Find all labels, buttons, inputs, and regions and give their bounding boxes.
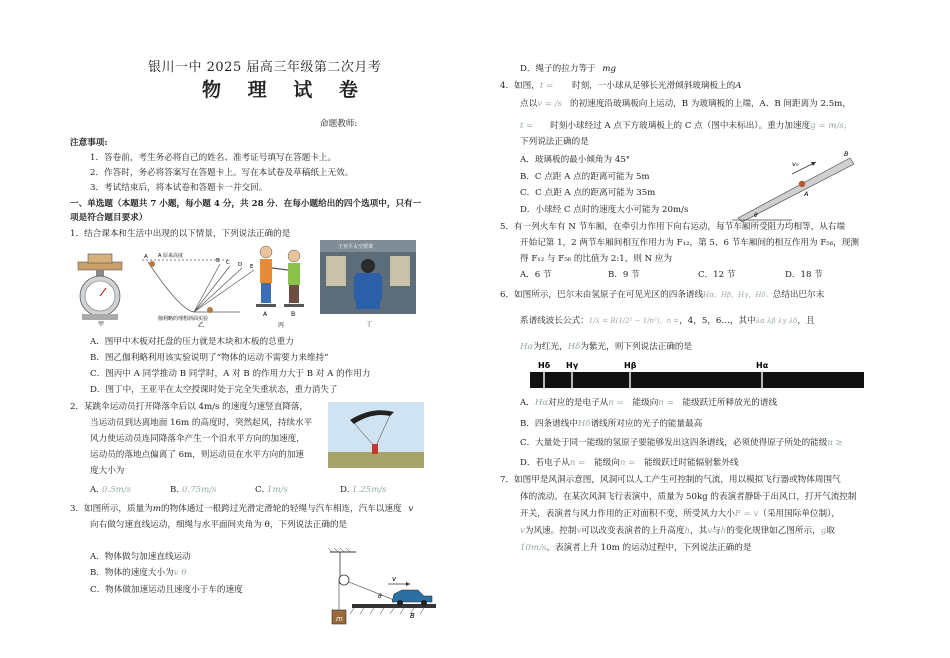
school-title: 银川一中 2025 届高三年级第二次月考 [148,60,382,75]
q3-option-b-formula: v θ [173,568,187,578]
q6-line2b: ，4，5，6…，其中 [679,316,756,326]
q7-line-3 [520,508,840,521]
q2-line-5: 度大小为 [90,466,125,476]
q7-line5f: 10m/s [520,543,547,553]
q5-option-c: C．12 节 [698,270,736,280]
notice-item-2: 2．作答时，务必将答案写在答题卡上。写在本试卷及草稿纸上无效。 [90,168,354,178]
q7-line-2: 体的流动。在某次风洞飞行表演中，质量为 50kg 的表演者静卧于出风口，打开气流控制 [520,492,857,502]
q6-optD: D．若电子从 [520,458,570,468]
q6-optD-f2: n = [619,458,636,468]
section1-heading: 一、单选题（本题共 7 小题，每小题 4 分，共 28 分．在每小题给出的四个选项中，只有一 [70,199,422,209]
q4-option-d: D．小球经 C 点时的速度大小可能为 20m/s [520,205,689,215]
q4-line2a: 点以 [520,99,538,109]
q3-fig-b: B [410,612,415,620]
label-a: A [144,254,148,260]
q6-optA-t2: 能级向 [632,398,659,408]
label-p1: A [263,311,268,318]
q7-line4f3: h [684,526,690,536]
galileo-caption: 伽利略的理想斜面实验 [158,316,209,322]
q4-fig-v: v₀ [792,160,799,168]
q7-line-4 [520,525,835,538]
q6-line1f: Hα，Hβ，Hγ，Hδ。 [703,291,773,299]
q6-line-1 [500,289,824,302]
q4-figure [732,150,862,222]
q7-line4g: 取 [826,526,835,536]
q6-line-2 [520,315,815,328]
q7-line4a: 为风速。控制 [524,526,577,536]
q6-line2f2: λα λβ λγ λδ [755,317,798,325]
notice-item-3: 3．考试结束后，将本试卷和答题卡一并交回。 [90,183,268,193]
q6-option-b [520,418,702,431]
label-b: B [216,258,220,264]
ball-a [149,261,155,267]
q1-figures [70,240,470,328]
q4-fig-b: B [844,150,849,158]
label-h-gamma: Hγ [566,361,579,370]
q2-line-1: 2．某跳伞运动员打开降落伞后以 4m/s 的速度匀速竖直降落， [70,402,309,412]
q6-optA-f3: n = [658,398,674,408]
fig-label-jia: 甲 [98,321,105,328]
q6-line2a: 系谱线波长公式： [520,316,589,326]
q4-line-1 [500,80,741,93]
q2-option-d-value: 1.25m/s [352,485,387,495]
q7-line4f4: v [707,526,713,536]
q3-fig-m: m [336,615,343,623]
q1-option-b: B．图乙伽利略利用该实验说明了“物体的运动不需要力来维持” [90,353,329,363]
q5-option-a: A．6 节 [520,270,552,280]
q6-line3f: Hα [520,342,534,352]
q7-line5b: 。表演者上升 10m 的运动过程中，下列说法正确的是 [546,543,752,553]
q7-line4f6: g [820,526,827,536]
q5-option-d: D．18 节 [785,270,823,280]
q2-option-b-value: 0.75m/s [182,485,217,495]
label-e: E [250,264,254,270]
label-h-beta: Hβ [624,361,637,370]
q6-line3c: 为紫光，则下列说法正确的是 [580,342,693,352]
q4-line3g: g = m/s， [810,121,853,131]
scale-figure [78,254,122,320]
q3-fig-v: v [392,575,397,583]
q6-optA-f2: n = [608,398,624,408]
q2-option-c-label: C． [255,485,271,495]
q6-optA-f1: Hα [534,398,549,408]
q7-line3b: （采用国际单位制）， [758,509,840,519]
q6-optA: A． [520,398,535,408]
q3-v: v [408,504,414,514]
q3-figure [328,544,438,636]
spectrum-figure [530,356,864,390]
q4-line2f: v = /s [537,99,563,109]
q6-line2f: 1/λ = R(1/2² − 1/n²)，n = [588,317,680,325]
ball-b [207,307,213,313]
q5-line-3: 得 F₁₂ 与 F₅₆ 的比值为 2:1，则 N 应为 [520,254,673,264]
q2-option-a-value: 0.5m/s [102,485,132,495]
q2-option-c-value: 1m/s [267,485,288,495]
label-d: D [238,262,243,268]
q4-a: A [735,81,742,91]
space-photo [320,240,416,314]
q7-line3a: 开关，表演者与风力作用的正对面积不变，所受风力大小 [520,509,735,519]
q6-optD-f1: n = [569,458,586,468]
q2-option-a-label: A． [90,485,105,495]
q3-option-d-text: D．绳子的拉力等于 [520,64,596,74]
q7-line4e: 的变化规律如乙图所示， [726,526,821,536]
label-start: A 原来高度 [158,253,184,259]
q4-option-c: C．C 点距 A 点的距离可能为 35m [520,188,656,198]
label-p2: B [291,311,296,318]
q6-optC-f: n ≥ [827,438,843,448]
q5-line-1: 5．有一列火车有 N 节车厢，在牵引力作用下向右运动，每节车厢所受阻力均相等，从右端 [500,222,846,232]
q3-option-c: C．物体做加速运动且速度小于车的速度 [90,585,243,595]
q4-line-2 [520,98,851,111]
q7-line4c: ，其 [689,526,708,536]
q4-line-4: 下列说法正确的是 [520,137,589,147]
q2-line-4: 运动员的落地点偏离了 6m，则运动员在水平方向的加速 [90,450,305,460]
q4-option-b: B．C 点距 A 点的距离可能为 5m [520,172,650,182]
q7-line-1: 7．如图甲是风洞示意图，风洞可以人工产生可控制的气流，用以模拟飞行器或物体周围气 [500,475,841,485]
q5-line-2: 开始记第 1，2 两节车厢间相互作用力为 F₁₂，第 5、6 节车厢间的相互作用为 F₅₆，现测 [520,238,859,248]
q4-line1b: 时刻，一小球从足够长光滑倾斜玻璃板上的 [571,81,736,91]
q7-line3f: F = v [734,509,759,519]
q3-option-d [520,63,616,76]
q6-optA-t1: 对应的是电子从 [548,398,609,408]
q5-option-b: B．9 节 [608,270,640,280]
q6-optC: C．大量处于同一能级的氢原子要能够发出这四条谱线，必须使得原子所处的能级 [520,438,828,448]
q7-line4d: 与 [712,526,721,536]
q1-stem: 1．结合课本和生活中出现的以下情景，下列说法正确的是 [70,229,291,239]
q4-line3b: 时刻小球经过 A 点下方玻璃板上的 C 点（图中未标出）。重力加速度 [550,121,811,131]
space-caption: 王亚平太空授课 [338,244,374,250]
q4-line-3 [520,120,852,133]
skaters-figure [256,246,304,307]
section1-heading-2: 项是符合题目要求） [70,213,148,223]
q6-line3b: 为红光， [533,342,568,352]
q6-optD-t2: 能级跃迁时能辐射紫外线 [644,458,739,468]
q2-line-2: 当运动员到达离地面 16m 的高度时，突然起风，持续水平 [90,418,313,428]
q3-line-1 [70,503,413,516]
q6-optA-t3: 能级跃迁所释放光的谱线 [682,398,778,408]
q3-line1b: 的物体通过一根跨过光滑定滑轮的轻绳与汽车相连，汽车以速度 [160,504,402,514]
q7-line4f5: h [720,526,727,536]
q4-line1f: t = [539,81,554,91]
fig-label-ding: 丁 [366,321,373,328]
q4-fig-theta: θ [754,212,758,219]
label-h-delta: Hδ [538,361,551,370]
q4-fig-a: A [804,190,809,198]
q1-option-d: D．图丁中，王亚平在太空授课时处于完全失重状态，重力消失了 [90,385,338,395]
q7-line4f: v [520,526,525,536]
q3-m: m [152,504,161,514]
label-h-alpha: Hα [756,361,769,370]
label-c: C [226,260,230,266]
q2-photo [328,402,424,468]
q3-line-2: 向右做匀速直线运动，细绳与水平面间夹角为 θ，下列说法正确的是 [90,520,348,530]
author-label: 命题教师: [320,119,358,129]
spectrum-bar [530,372,864,388]
q1-option-a: A．图甲中木板对托盘的压力就是木块和木板的总重力 [90,337,294,347]
q6-line3f2: Hδ [567,342,581,352]
q6-option-d [520,457,739,470]
q4-line3f: t = [520,121,534,131]
q4-line1a: 4．如图， [500,81,540,91]
q6-line1a: 6．如图所示，巴尔末由氢原子在可见光区的四条谱线 [500,290,704,300]
q6-line-3 [520,341,692,354]
notice-heading: 注意事项: [70,138,108,148]
ball-icon [799,181,805,187]
q6-optB: B．四条谱线中 [520,419,578,429]
q3-fig-theta: θ [378,593,382,600]
q3-option-a: A．物体做匀加速直线运动 [90,552,191,562]
q6-line1b: 总结出巴尔末 [772,290,825,300]
q2-option-d-label: D． [340,485,356,495]
q7-line4b: 可以改变表演者的上升高度 [581,526,685,536]
q6-option-c [520,437,843,450]
subject-title: 物 理 试 卷 [202,79,368,101]
pulley-icon [339,575,349,585]
notice-item-1: 1．答卷前，考生务必将自己的姓名、准考证号填写在答题卡上。 [90,153,337,163]
q2-line-3: 风力使运动员连同降落伞产生一个沿水平方向的加速度， [90,434,305,444]
q3-line1a: 3．如图所示，质量为 [70,504,153,514]
q6-option-a [520,397,777,410]
q6-optB-f: Hδ [577,419,591,429]
q6-optD-t1: 能级向 [594,458,620,468]
q4-option-a: A．玻璃板的最小倾角为 45° [520,155,631,165]
q4-line2b: 的初速度沿玻璃板向上运动，B 为玻璃板的上端，A、B 间距离为 2.5m， [570,99,851,109]
q3-option-b [90,567,186,580]
fig-label-yi: 乙 [198,322,205,328]
q6-optB-t: 谱线所对应的光子的能量最高 [590,419,703,429]
fig-label-bing: 丙 [278,322,285,328]
q3-option-d-mg: mg [602,64,617,74]
q3-option-b-text: B．物体的速度大小为 [90,568,174,578]
q2-option-b-label: B． [170,485,185,495]
q6-line2c: ，且 [797,316,815,326]
q7-line-5 [520,542,751,555]
q1-option-c: C．图丙中 A 同学推动 B 同学时，A 对 B 的作用力大于 B 对 A 的作用力 [90,369,371,379]
car-icon [392,590,432,602]
q7-line4f2: v [576,526,582,536]
